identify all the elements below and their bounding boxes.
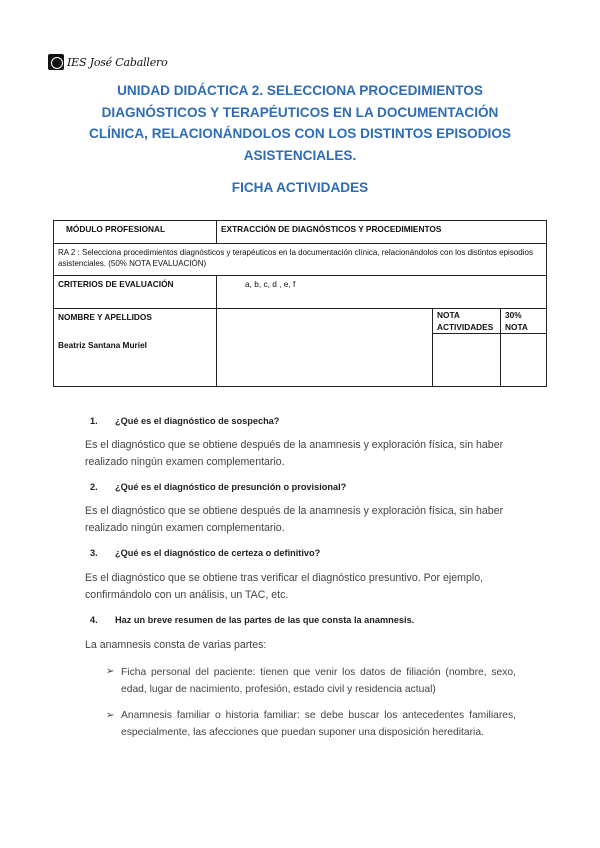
bullet-item: Anamnesis familiar o historia familiar: se debe buscar los antecedentes familiares, especialmente, las afecciones que puedan suponer una disposición hereditaria. [121,710,516,738]
unit-title [60,80,540,166]
activity-sheet-table [53,220,547,387]
question-1 [90,416,280,426]
student-name: Beatriz Santana Muriel [58,340,147,350]
nota-label: NOTA ACTIVIDADES [433,309,500,334]
question-number: 2. [90,482,98,492]
question-text: ¿Qué es el diagnóstico de sospecha? [115,416,280,426]
question-text: ¿Qué es el diagnóstico de presunción o provisional? [115,482,347,492]
modulo-label: MÓDULO PROFESIONAL [54,221,217,244]
bullet-item: Ficha personal del paciente: tienen que venir los datos de filiación (nombre, sexo, edad, lugar de nacimiento, profesión, estado civil y residencia actual) [121,667,516,695]
question-number: 4. [90,615,98,625]
modulo-value: EXTRACCIÓN DE DIAGNÓSTICOS Y PROCEDIMIENTOS [217,221,547,244]
ra-description: RA 2 : Selecciona procedimientos diagnósticos y terapéuticos en la documentación clínica, relacionándolos con los distintos episodios asistenciales. (50% NOTA EVALUACIÓN) [54,244,547,276]
school-logo [48,51,168,73]
porcentaje-label: 30% NOTA [501,309,546,334]
arrow-bullet-icon: ➢ [106,666,115,677]
question-text: Haz un breve resumen de las partes de las que consta la anamnesis. [115,615,415,625]
unit-title-line: CLÍNICA, RELACIONÁNDOLOS CON LOS DISTINTOS EPISODIOS [89,126,511,141]
criterios-label: CRITERIOS DE EVALUACIÓN [54,276,217,309]
arrow-bullet-icon: ➢ [106,710,115,721]
unit-title-line: ASISTENCIALES. [243,147,357,163]
answer-3: Es el diagnóstico que se obtiene tras verificar el diagnóstico presuntivo. Por ejemplo, confirmándolo con un análisis, un TAC, etc. [85,572,484,601]
question-number: 3. [90,548,98,558]
logo-icon [48,54,64,70]
answer-2: Es el diagnóstico que se obtiene después de la anamnesis y exploración física, sin haber realizado ningún examen complementario. [85,505,504,534]
question-number: 1. [90,416,98,426]
question-4 [90,615,415,625]
answer-4: La anamnesis consta de varias partes: [85,639,267,651]
question-text: ¿Qué es el diagnóstico de certeza o definitivo? [115,548,321,558]
unit-title-line: UNIDAD DIDÁCTICA 2. SELECCIONA PROCEDIMIENTOS [117,83,483,98]
question-2 [90,482,347,492]
empty-cell [217,309,433,387]
question-3 [90,548,321,558]
answer-1: Es el diagnóstico que se obtiene después de la anamnesis y exploración física, sin haber realizado ningún examen complementario. [85,439,504,468]
sheet-subtitle: FICHA ACTIVIDADES [231,180,369,195]
student-cell [54,309,217,387]
unit-title-line: DIAGNÓSTICOS Y TERAPÉUTICOS EN LA DOCUMENTACIÓN [101,104,499,120]
nota-cell [433,309,501,387]
logo-text: IES José Caballero [67,55,168,69]
porcentaje-cell [501,309,547,387]
nombre-label: NOMBRE Y APELLIDOS [58,312,152,322]
criterios-value: a, b, c, d , e, f [217,276,547,309]
